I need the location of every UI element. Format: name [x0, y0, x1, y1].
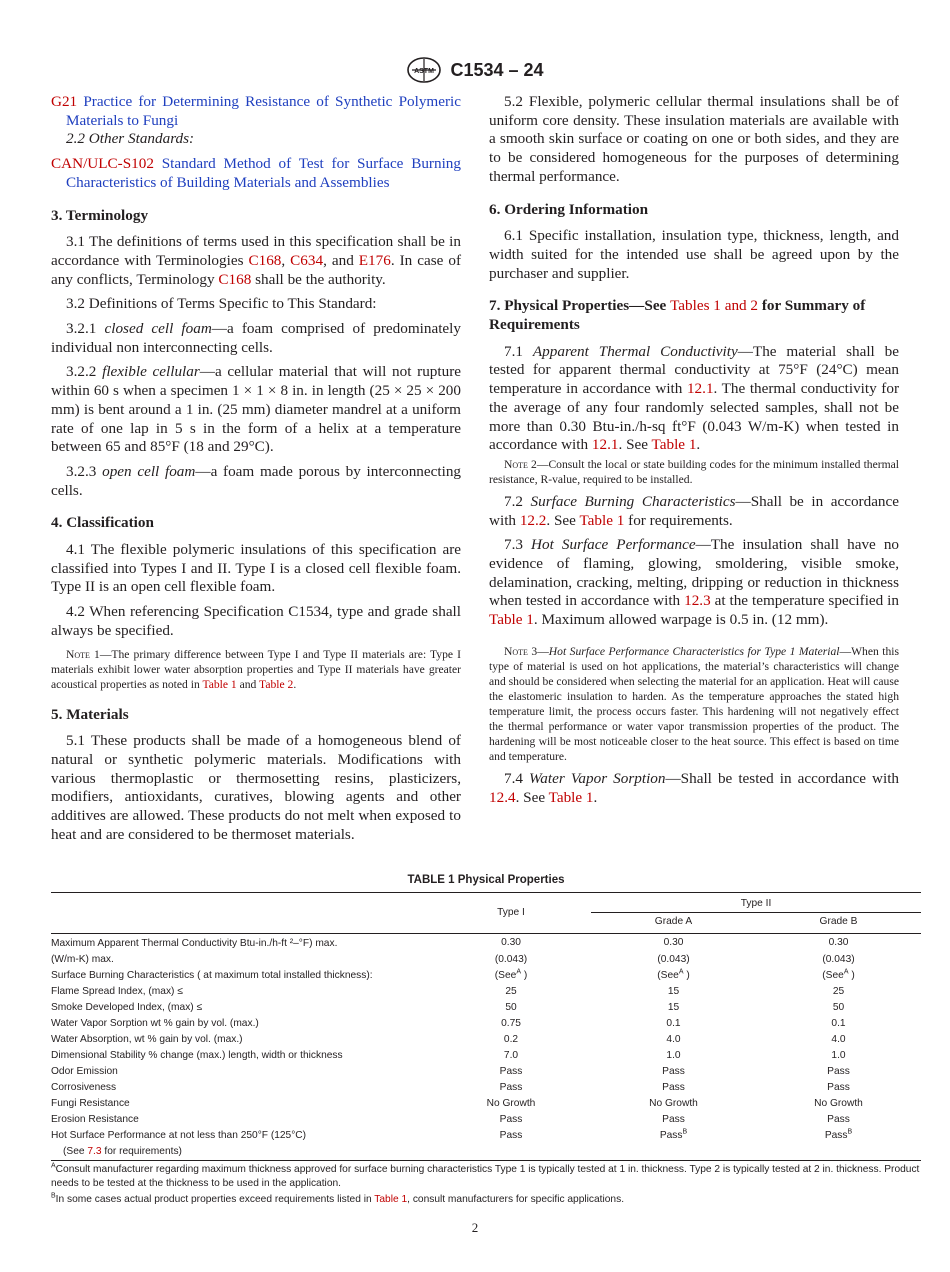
page-header [0, 56, 950, 84]
table-link[interactable]: Table 1 [548, 788, 594, 806]
table-1-container [51, 874, 921, 1207]
table-caption: TABLE 1 Physical Properties [407, 874, 565, 886]
paragraph-3-2-3: 3.2.3 open cell foam—a foam made porous by interconnecting cells. [51, 462, 462, 499]
other-standards-label: 2.2 Other Standards: [66, 130, 195, 148]
paragraph-4-2: 4.2 When referencing Specification C1534, type and grade shall always be specified. [51, 603, 461, 639]
paragraph-3-2-2: 3.2.2 flexible cellular—a cellular material that will not rupture within 60 s when a specimen 1 × 1 × 8 in. in length (25 × 25 × 200 mm) is bent around a 1 in. (25 mm) diameter mandrel at a uniform rate of one lap in 5 s in the form of a helix at a temperature between 65 and 85°F (18 and 29°C). [51, 363, 462, 456]
table-row: Fungi Resistance No Growth No Growth No Growth [51, 1098, 863, 1109]
table-row: Water Absorption, wt % gain by vol. (max.) 0.2 4.0 4.0 [51, 1034, 846, 1045]
reference-g21 [51, 93, 461, 130]
paragraph-7-3: 7.3 Hot Surface Performance—The insulation shall have no evidence of flaming, glowing, smoldering, visible smoke, delamination, cracking, melting, dripping or reduction in thickness when tested in accordance with 12.3 at the temperature specified in Table 1. Maximum allowed warpage is 0.5 in. (12 mm). [489, 536, 900, 629]
table-link[interactable]: Tables 1 and 2 [670, 297, 759, 315]
table-link[interactable]: Table 1 [651, 436, 697, 454]
paragraph-5-1: 5.1 These products shall be made of a homogeneous blend of natural or synthetic polymeric materials. Modifications with various thermoplastic or thermosetting resins, plasticizers, modifiers, antioxidants, curatives, blowing agents and other additives are allowed. These products do not melt when exposed to heat and are considered to be thermoset materials. [51, 732, 461, 843]
col-header-type1: Type I [431, 893, 591, 934]
section-link[interactable]: 12.1 [591, 436, 619, 454]
ref-code-link[interactable]: CAN/ULC-S102 [51, 155, 154, 173]
section-heading: 5. Materials [51, 705, 129, 723]
ref-title[interactable]: Practice for Determining Resistance of Synthetic Polymeric Materials to Fungi [66, 93, 461, 129]
table-row: (See 7.3 for requirements) [51, 1144, 921, 1161]
ref-link[interactable]: C168 [218, 270, 252, 288]
paragraph-3-2-1: 3.2.1 closed cell foam—a foam comprised of predominately individual non interconnecting cells. [51, 320, 461, 356]
physical-properties-table [51, 892, 921, 1161]
table-row: Smoke Developed Index, (max) ≤ 50 15 50 [51, 1002, 845, 1013]
col-header-grade-b: Grade B [756, 913, 921, 934]
footnote-a: $^A$Consult manufacturer regarding maximum thickness approved for surface burning characteristics Type 1 is typically tested at 1 in. thickness. Type 2 is typically tested at 2 in. thickness. Product needs to be tested at the thickness to be used in the application. [51, 1162, 920, 1189]
col-header-grade-a: Grade A [591, 913, 756, 934]
note-3: Note 3—Hot Surface Performance Characteristics for Type 1 Material—When this type of material is used on hot applications, the material’s characteristics will change and should be considered when selecting the material for an application. Heat will cause the elastomeric insulation to harden. As the temperature approaches the stated high temperature limit, the process occurs faster. This hardening will not negatively effect the thermal performance or water vapor transmission properties of the product. The hardening will be most noticeable closer to the heat source. This effect is based on time and temperature. [489, 644, 899, 763]
section-link[interactable]: 12.2 [519, 511, 547, 529]
page-number: 2 [471, 1220, 479, 1235]
table-link[interactable]: Table 1 [202, 677, 237, 691]
paragraph-3-1: 3.1 The definitions of terms used in this specification shall be in accordance with Terminologies C168, C634, and E176. In case of any conflicts, Terminology C168 shall be the authority. [51, 233, 462, 288]
note-1: Note 1—The primary difference between Type I and Type II materials are: Type I materials exhibit lower water absorption properties and Type II materials have greater acoustical properties as noted in Table 1 and Table 2. [51, 647, 461, 691]
ref-title[interactable]: Standard Method of Test for Surface Burning Characteristics of Building Materials and Assemblies [66, 155, 461, 191]
table-row: Erosion Resistance Pass Pass Pass [51, 1114, 850, 1125]
paragraph-7-1: 7.1 Apparent Thermal Conductivity—The material shall be tested for apparent thermal conductivity at 75°F (24°C) mean temperature in accordance with 12.1. The thermal conductivity for the average of any four randomly selected samples, shall not be more than 0.30 Btu-in./h-sq ft°F (0.043 W/m-K) when tested in accordance with 12.1. See Table 1. [489, 342, 900, 454]
paragraph-3-2: 3.2 Definitions of Terms Specific to This Standard: [66, 295, 377, 313]
paragraph-7-2: 7.2 Surface Burning Characteristics—Shall be in accordance with 12.2. See Table 1 for requirements. [489, 492, 900, 529]
reference-can-ulc [51, 155, 461, 192]
section-heading: 4. Classification [51, 514, 154, 532]
note-2: Note 2—Consult the local or state building codes for the minimum installed thermal resistance, R-value, required to be installed. [489, 457, 899, 486]
table-row: Maximum Apparent Thermal Conductivity Btu-in./h-ft ²–°F) max. 0.30 0.30 0.30 [51, 937, 849, 949]
table-row: Dimensional Stability % change (max.) length, width or thickness 7.0 1.0 1.0 [51, 1050, 846, 1061]
table-link[interactable]: Table 1 [489, 611, 534, 629]
table-row: Corrosiveness Pass Pass Pass [51, 1082, 850, 1093]
table-row: Hot Surface Performance at not less than 250°F (125°C) Pass Pass$^B$ Pass$^B$ [51, 1128, 853, 1141]
table-row: Flame Spread Index, (max) ≤ 25 15 25 [51, 986, 845, 997]
right-column [489, 93, 899, 813]
svg-text:ASTM: ASTM [414, 68, 435, 75]
ref-link[interactable]: C634 [290, 251, 324, 269]
ref-link[interactable]: E176 [358, 251, 391, 269]
section-link[interactable]: 12.3 [684, 592, 711, 610]
ref-link[interactable]: C168 [248, 251, 282, 269]
table-link[interactable]: Table 1 [579, 511, 625, 529]
paragraph-6-1: 6.1 Specific installation, insulation type, thickness, length, and width suited for the intended use shall be agreed upon by the purchaser and supplier. [489, 227, 899, 282]
table-link[interactable]: Table 1 [374, 1194, 408, 1205]
ref-code-link[interactable]: G21 [51, 93, 78, 110]
table-link[interactable]: Table 2 [259, 677, 294, 691]
table-row: Surface Burning Characteristics ( at maximum total installed thickness): (See$^A$ ) (See$^A$ ) (See$^A$ ) [51, 968, 855, 981]
astm-logo-icon [406, 56, 442, 84]
paragraph-5-2: 5.2 Flexible, polymeric cellular thermal insulations shall be of uniform core density. These insulation materials are available with a smooth skin surface or coating on one or both sides, and they are to be considered homogeneous for the purposes of determining thermal performance. [489, 93, 899, 185]
standard-designation: C1534 – 24 [450, 59, 544, 80]
section-heading: 3. Terminology [51, 206, 149, 224]
section-link[interactable]: 7.3 [87, 1146, 102, 1157]
left-column [51, 93, 461, 851]
table-row: Water Vapor Sorption wt % gain by vol. (max.) 0.75 0.1 0.1 [51, 1018, 846, 1029]
table-row: Odor Emission Pass Pass Pass [51, 1066, 850, 1077]
paragraph-7-4: 7.4 Water Vapor Sorption—Shall be tested in accordance with 12.4. See Table 1. [489, 769, 900, 806]
section-heading: 6. Ordering Information [489, 200, 649, 218]
footnote-b: $^B$In some cases actual product properties exceed requirements listed in Table 1, consult manufacturers for specific applications. [51, 1192, 625, 1205]
col-header-type2: Type II [740, 898, 772, 909]
section-link[interactable]: 12.4 [489, 788, 516, 806]
table-row: (W/m-K) max. (0.043) (0.043) (0.043) [51, 954, 855, 965]
section-heading: 7. Physical Properties—See Tables 1 and 2 for Summary of Requirements [489, 297, 866, 334]
section-link[interactable]: 12.1 [686, 380, 714, 398]
paragraph-4-1: 4.1 The flexible polymeric insulations of this specification are classified into Types I and II. Type I is a closed cell flexible foam. Type II is an open cell flexible foam. [51, 541, 461, 596]
